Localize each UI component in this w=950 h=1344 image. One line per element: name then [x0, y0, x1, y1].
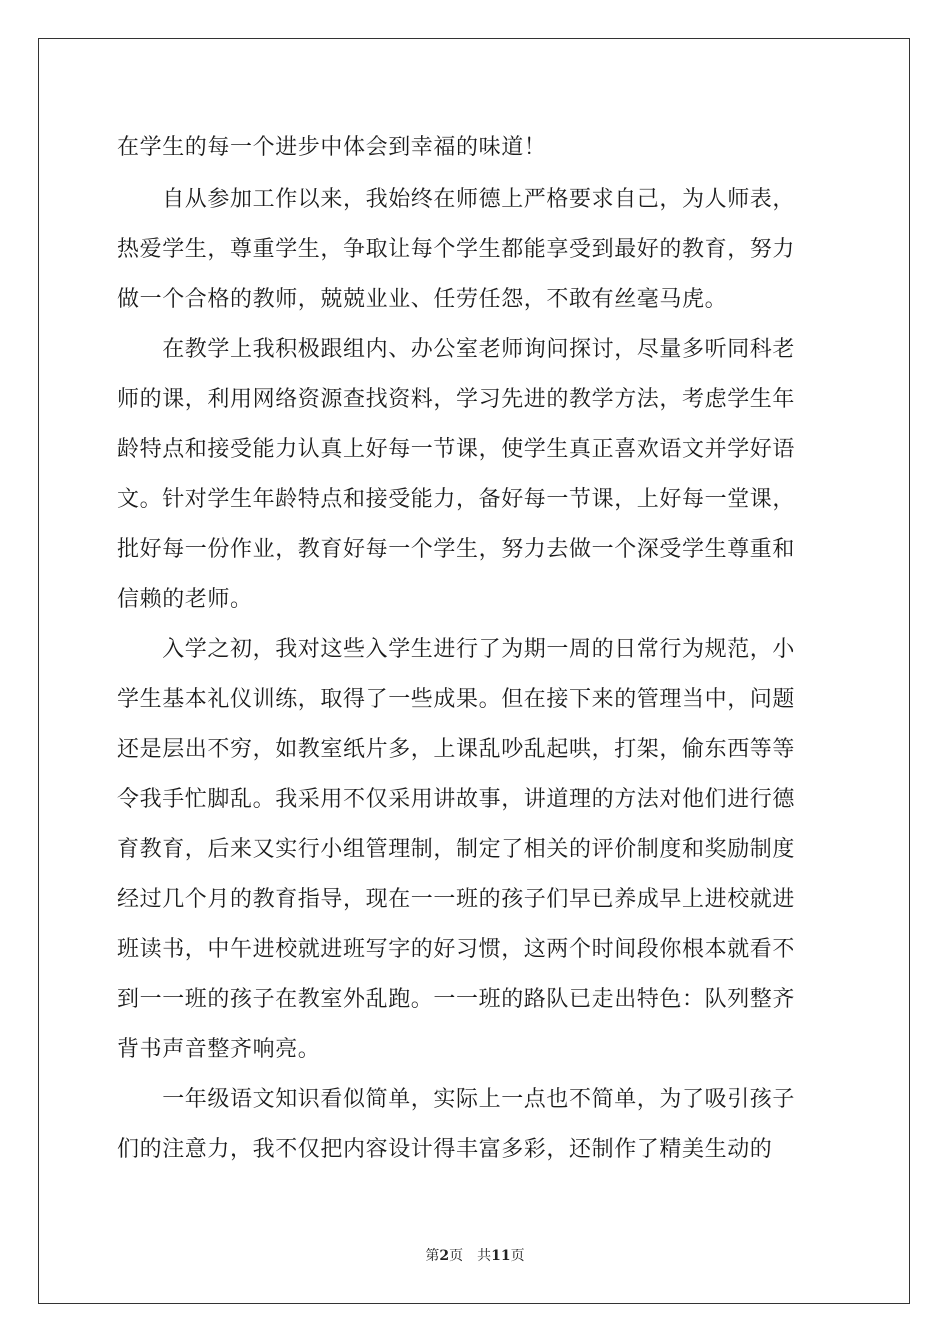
text-line: 们的注意力，我不仅把内容设计得丰富多彩，还制作了精美生动的: [117, 1137, 773, 1162]
page-prefix: 第: [425, 1248, 440, 1264]
text-line: 自从参加工作以来，我始终在师德上严格要求自己，为人师表，: [117, 187, 796, 212]
text-line: 入学之初，我对这些入学生进行了为期一周的日常行为规范，小: [117, 637, 796, 662]
total-page-number: 11: [491, 1248, 511, 1264]
text-line: 龄特点和接受能力认真上好每一节课，使学生真正喜欢语文并学好语: [117, 437, 796, 462]
text-line: 师的课，利用网络资源查找资料，学习先进的教学方法，考虑学生年: [117, 387, 796, 412]
text-line: 班读书，中午进校就进班写字的好习惯，这两个时间段你根本就看不: [117, 937, 796, 962]
text-line: 还是层出不穷，如教室纸片多，上课乱吵乱起哄，打架，偷东西等等: [117, 737, 796, 762]
text-line: 批好每一份作业，教育好每一个学生，努力去做一个深受学生尊重和: [117, 537, 796, 562]
text-line: 经过几个月的教育指导，现在一一班的孩子们早已养成早上进校就进: [117, 887, 796, 912]
text-line: 做一个合格的教师，兢兢业业、任劳任怨，不敢有丝毫马虎。: [117, 287, 728, 312]
text-line: 在学生的每一个进步中体会到幸福的味道！: [117, 135, 547, 160]
text-line: 一年级语文知识看似简单，实际上一点也不简单，为了吸引孩子: [117, 1087, 796, 1112]
page-footer: [0, 1247, 950, 1265]
text-line: 到一一班的孩子在教室外乱跑。一一班的路队已走出特色：队列整齐: [117, 987, 796, 1012]
current-page-number: 2: [439, 1248, 450, 1264]
text-line: 热爱学生，尊重学生，争取让每个学生都能享受到最好的教育，努力: [117, 237, 796, 262]
text-line: 育教育，后来又实行小组管理制，制定了相关的评价制度和奖励制度: [117, 837, 796, 862]
text-line: 在教学上我积极跟组内、办公室老师询问探讨，尽量多听同科老: [117, 337, 796, 362]
page-suffix: 页: [510, 1248, 525, 1264]
text-line: 令我手忙脚乱。我采用不仅采用讲故事，讲道理的方法对他们进行德: [117, 787, 796, 812]
text-line: 文。针对学生年龄特点和接受能力，备好每一节课，上好每一堂课，: [117, 487, 796, 512]
page-mid: 页 共: [449, 1248, 492, 1264]
text-line: 学生基本礼仪训练，取得了一些成果。但在接下来的管理当中，问题: [117, 687, 796, 712]
text-line: 信赖的老师。: [117, 587, 253, 612]
text-line: 背书声音整齐响亮。: [117, 1037, 321, 1062]
